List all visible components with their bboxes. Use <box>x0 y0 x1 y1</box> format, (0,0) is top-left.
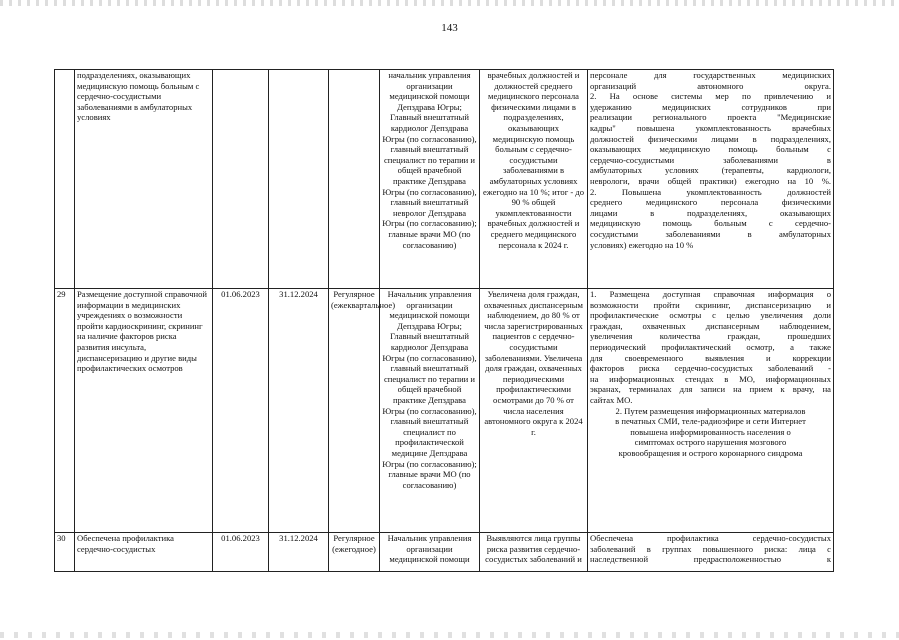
end-date: 31.12.2024 <box>269 533 329 572</box>
report-line: персонале для государственных медицинских <box>590 70 831 80</box>
table-row <box>55 70 834 289</box>
report-line: 2. Повышена укомплектованность должностей <box>590 186 831 197</box>
report-line: профилактические осмотры с целью увеличения доли <box>590 310 831 321</box>
measure-name: Обеспечена профилактика сердечно-сосудистых <box>75 533 213 572</box>
report-line: сердечно-сосудистыми заболеваниями в <box>590 154 831 165</box>
report-line: симптомах острого нарушения мозгового <box>634 437 787 448</box>
responsible: начальник управления организации медицинской помощи Депздрава Югры; Главный внештатный кардиолог Депздрава Югры (по согласованию), главный внештатный специалист по терапии и общей врачебной практике Депздрава Югры (по согласованию), главный внештатный невролог Депздрава Югры (по согласованию); главные врачи МО (по согласованию) <box>380 70 480 289</box>
report-cell <box>588 533 834 572</box>
page-number: 143 <box>441 22 458 34</box>
report-line: наследственной предрасположенностью к <box>590 554 831 565</box>
report-line: кадры" повышена укомплектованность врачебных <box>590 122 831 133</box>
periodicity: Регулярное (ежеквартальное) <box>329 289 380 533</box>
start-date <box>213 70 269 289</box>
scan-edge-bottom <box>0 632 899 638</box>
end-date: 31.12.2024 <box>269 289 329 533</box>
report-line: кровообращения и острого коронарного синдрома <box>618 447 803 458</box>
report-line: в печатных СМИ, теле-радиоэфире и сети Интернет <box>615 416 806 427</box>
report-line: Обеспечена профилактика сердечно-сосудистых <box>590 533 831 543</box>
report-line: организаций автономного округа. <box>590 80 831 91</box>
row-number: 30 <box>55 533 75 572</box>
report-cell <box>588 70 834 289</box>
table-row <box>55 533 834 572</box>
expected-result: Увеличена доля граждан, охваченных диспансерным наблюдением, до 80 % от числа зарегистрированных пациентов с сердечно-сосудистыми заболеваниями. Увеличена доля граждан, охваченных периодическими профилактическими осмотрами до 70 % от числа населения автономного округа к 2024 г. <box>480 289 588 533</box>
report-line: граждан, охваченных диспансерным наблюдением, <box>590 320 831 331</box>
report-line: оказывающих медицинскую помощь больным с <box>590 144 831 155</box>
start-date: 01.06.2023 <box>213 289 269 533</box>
report-cell <box>588 289 834 533</box>
report-line: периодический профилактический осмотр, а также <box>590 341 831 352</box>
measure-name: подразделениях, оказывающих медицинскую помощь больным с сердечно-сосудистыми заболеваниями в амбулаторных условиях <box>75 70 213 289</box>
report-line: удержанию медицинских сотрудников при <box>590 101 831 112</box>
responsible: Начальник управления организации медицинской помощи <box>380 533 480 572</box>
report-line: амбулаторных условиях (терапевты, кардиологи, <box>590 165 831 176</box>
report-line: медицинскую помощь больным с сердечно- <box>590 218 831 229</box>
row-number <box>55 70 75 289</box>
report-line: на информационных стендах в МО, информационных <box>590 373 831 384</box>
report-line: должностей физическими лицами в подразделениях, <box>590 133 831 144</box>
report-line: увеличения количества граждан, прошедших <box>590 331 831 342</box>
report-line: возможности пройти скрининг, диспансеризацию и <box>590 299 831 310</box>
expected-result: врачебных должностей и должностей среднего медицинского персонала физическими лицами в подразделениях, оказывающих медицинскую помощь больным с сердечно-сосудистыми заболеваниями в амбулаторных условиях ежегодно на 10 %; итог - до 90 % общей укомплектованности врачебных должностей и среднего медицинского персонала к 2024 г. <box>480 70 588 289</box>
report-line: сайтах МО. <box>590 394 633 405</box>
report-line: экранах, терминалах для записи на прием к врачу, на <box>590 384 831 395</box>
start-date: 01.06.2023 <box>213 533 269 572</box>
table-row <box>55 289 834 533</box>
report-line: условиях) ежегодно на 10 % <box>590 239 694 250</box>
report-line: повышена информированность населения о <box>630 426 791 437</box>
report-line: для своевременного выявления и коррекции <box>590 352 831 363</box>
report-line: 2. Путем размещения информационных материалов <box>615 405 806 416</box>
periodicity: Регулярное (ежегодное) <box>329 533 380 572</box>
report-line: лицами в подразделениях, оказывающих <box>590 207 831 218</box>
report-line: 2. На основе системы мер по привлечению и <box>590 91 831 102</box>
measures-table <box>54 69 834 572</box>
report-line: неврологи, врачи общей практики) ежегодно на 10 %. <box>590 175 831 186</box>
report-line: заболеваний в группах повышенного риска: лица с <box>590 543 831 554</box>
measure-name: Размещение доступной справочной информации в медицинских учреждениях о возможности пройти кардиоскрининг, скрининг на наличие факторов риска развития инсульта, диспансеризацию и другие виды профилактических осмотров <box>75 289 213 533</box>
end-date <box>269 70 329 289</box>
report-line: сосудистыми заболеваниями в амбулаторных <box>590 228 831 239</box>
report-line: факторов риска сердечно-сосудистых заболеваний - <box>590 363 831 374</box>
scan-edge-top <box>0 0 899 6</box>
report-line: реализации регионального проекта "Медицинские <box>590 112 831 123</box>
expected-result: Выявляются лица группы риска развития сердечно-сосудистых заболеваний и <box>480 533 588 572</box>
report-line: 1. Размещена доступная справочная информация о <box>590 289 831 299</box>
row-number: 29 <box>55 289 75 533</box>
report-line: среднего медицинского персонала физическими <box>590 197 831 208</box>
responsible: Начальник управления организации медицинской помощи Депздрава Югры; Главный внештатный кардиолог Депздрава Югры (по согласованию), главный внештатный специалист по терапии и общей врачебной практике Депздрава Югры (по согласованию), главный внештатный специалист по профилактической медицине Депздрава Югры (по согласованию); главные врачи МО (по согласованию) <box>380 289 480 533</box>
periodicity <box>329 70 380 289</box>
